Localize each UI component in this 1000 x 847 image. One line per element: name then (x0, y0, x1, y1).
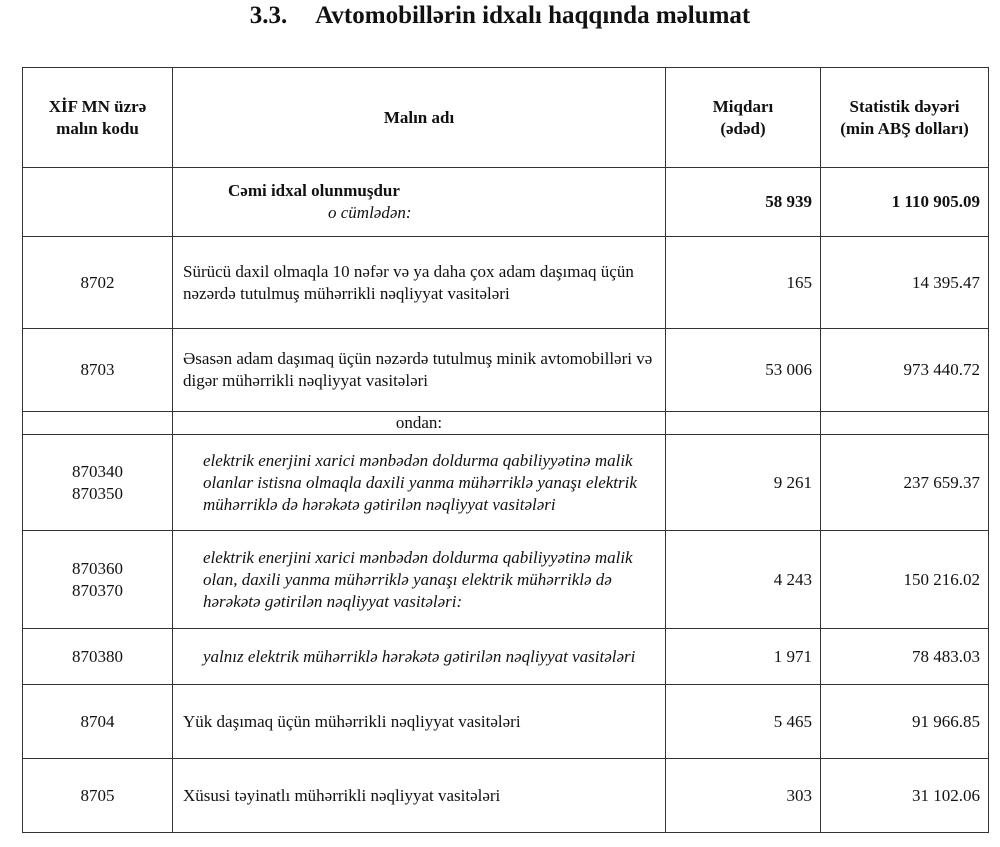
row-name: elektrik enerjini xarici mənbədən doldurma qabiliyyətinə malik olan, daxili yanma mühərriklə yanaşı elektrik mühərriklə də hərəkətə gətirilən nəqliyyat vasitələri: (173, 531, 666, 629)
row-quantity: 53 006 (666, 329, 821, 412)
header-row (23, 68, 989, 168)
row-code: 870340 870350 (23, 435, 173, 531)
ondan-row (23, 412, 989, 435)
header-name: Malın adı (173, 68, 666, 168)
import-table (22, 67, 989, 833)
row-code: 8702 (23, 237, 173, 329)
row-name: Əsasən adam daşımaq üçün nəzərdə tutulmuş minik avtomobilləri və digər mühərrikli nəqliyyat vasitələri (173, 329, 666, 412)
row-value: 78 483.03 (821, 629, 989, 685)
row-quantity: 1 971 (666, 629, 821, 685)
row-code: 8704 (23, 685, 173, 759)
row-name: elektrik enerjini xarici mənbədən doldurma qabiliyyətinə malik olanlar istisna olmaqla daxili yanma mühərriklə yanaşı elektrik mühərriklə də hərəkətə gətirilən nəqliyyat vasitələri (173, 435, 666, 531)
ondan-label: ondan: (173, 412, 666, 435)
row-code: 870360 870370 (23, 531, 173, 629)
row-name: yalnız elektrik mühərriklə hərəkətə gətirilən nəqliyyat vasitələri (173, 629, 666, 685)
table-subrow (23, 531, 989, 629)
header-code: XİF MN üzrə malın kodu (23, 68, 173, 168)
row-quantity: 303 (666, 759, 821, 833)
header-value: Statistik dəyəri (min ABŞ dolları) (821, 68, 989, 168)
row-quantity: 5 465 (666, 685, 821, 759)
row-code: 8705 (23, 759, 173, 833)
total-label: Cəmi idxal olunmuşdur o cümlədən: (173, 168, 666, 237)
header-quantity: Miqdarı (ədəd) (666, 68, 821, 168)
table-row (23, 237, 989, 329)
row-value: 14 395.47 (821, 237, 989, 329)
title-text: Avtomobillərin idxalı haqqında məlumat (315, 2, 751, 29)
row-code: 870380 (23, 629, 173, 685)
table-subrow (23, 435, 989, 531)
table-row (23, 329, 989, 412)
section-number: 3.3. (249, 2, 288, 29)
row-code: 8703 (23, 329, 173, 412)
row-quantity: 165 (666, 237, 821, 329)
row-quantity: 9 261 (666, 435, 821, 531)
total-quantity: 58 939 (666, 168, 821, 237)
total-row (23, 168, 989, 237)
total-sublabel: o cümlədən: (328, 203, 412, 222)
total-value: 1 110 905.09 (821, 168, 989, 237)
row-value: 237 659.37 (821, 435, 989, 531)
row-value: 31 102.06 (821, 759, 989, 833)
row-name: Yük daşımaq üçün mühərrikli nəqliyyat vasitələri (173, 685, 666, 759)
table-row (23, 685, 989, 759)
row-value: 150 216.02 (821, 531, 989, 629)
row-name: Sürücü daxil olmaqla 10 nəfər və ya daha çox adam daşımaq üçün nəzərdə tutulmuş mühərrikli nəqliyyat vasitələri (173, 237, 666, 329)
row-value: 973 440.72 (821, 329, 989, 412)
page-title (0, 2, 1000, 30)
row-value: 91 966.85 (821, 685, 989, 759)
table-subrow (23, 629, 989, 685)
row-name: Xüsusi təyinatlı mühərrikli nəqliyyat vasitələri (173, 759, 666, 833)
table-row (23, 759, 989, 833)
row-quantity: 4 243 (666, 531, 821, 629)
